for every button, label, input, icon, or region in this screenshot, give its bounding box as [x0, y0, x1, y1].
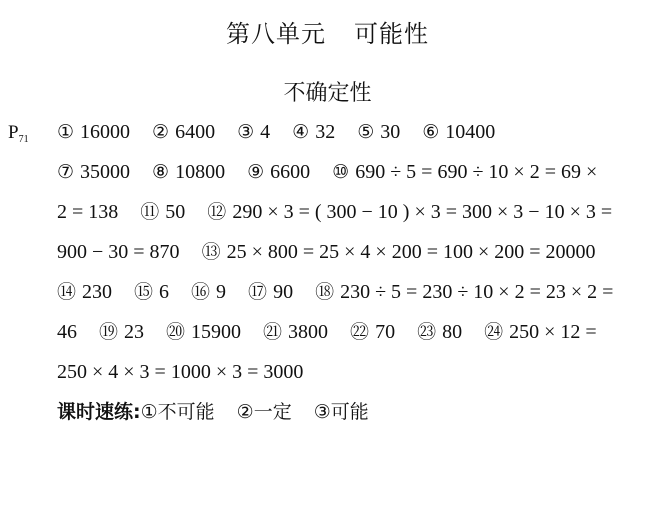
answer-value: 900 − 30 = 870 [57, 241, 180, 263]
answer-item [57, 281, 112, 303]
answer-value: 6 [159, 281, 170, 303]
answer-number: ② [152, 121, 170, 143]
answer-item [57, 321, 77, 343]
answer-row [57, 358, 649, 398]
answer-number: ⑪ [140, 201, 160, 223]
answer-item [247, 161, 310, 183]
answer-value: 250 × 12 = [509, 321, 597, 343]
answer-item [417, 321, 462, 343]
answer-value: 50 [165, 201, 186, 223]
quick-practice-answer: 可能 [330, 401, 369, 423]
answer-row [57, 158, 649, 198]
answer-item [332, 161, 597, 183]
answer-number: ⑯ [191, 281, 211, 303]
answer-item [134, 281, 169, 303]
answer-value: 290 × 3 = ( 300 − 10 ) × 3 = 300 × 3 − 10 × 3 = [232, 201, 613, 223]
answer-number: ⑧ [152, 161, 170, 183]
answer-number: ⑳ [166, 321, 186, 343]
answer-item [292, 121, 335, 143]
answer-value: 35000 [80, 161, 131, 183]
answer-value: 23 [124, 321, 145, 343]
answer-value: 25 × 800 = 25 × 4 × 200 = 100 × 200 = 20000 [226, 241, 596, 263]
answer-item [422, 121, 495, 143]
answer-number: ⑮ [134, 281, 154, 303]
answer-item [263, 321, 328, 343]
answer-value: 3800 [288, 321, 329, 343]
answer-value: 6400 [175, 121, 216, 143]
unit-label: 第八单元 [226, 20, 326, 48]
answer-item [99, 321, 144, 343]
unit-topic: 可能性 [354, 20, 429, 48]
answer-number: ㉔ [484, 321, 504, 343]
quick-practice-label: 课时速练: [57, 401, 141, 423]
answer-item [57, 121, 130, 143]
answer-item [57, 201, 118, 223]
answer-item [350, 321, 395, 343]
answer-item [202, 241, 596, 263]
answer-item [57, 361, 303, 383]
page-reference [8, 122, 29, 145]
quick-practice-number: ② [236, 401, 254, 423]
answer-value: 10800 [175, 161, 226, 183]
answer-value: 80 [442, 321, 463, 343]
answer-item [237, 121, 270, 143]
unit-title [0, 14, 655, 49]
quick-practice-answer: 一定 [253, 401, 292, 423]
answer-list [57, 118, 649, 438]
section-title: 不确定性 [283, 81, 372, 106]
answer-number: ㉑ [263, 321, 283, 343]
answer-value: 32 [315, 121, 336, 143]
answer-number: ⑤ [357, 121, 375, 143]
answer-number: ㉓ [417, 321, 437, 343]
answer-item [357, 121, 400, 143]
answer-row [57, 198, 649, 238]
answer-row [57, 278, 649, 318]
answer-item [191, 281, 226, 303]
answer-item [57, 241, 180, 263]
answer-value: 690 ÷ 5 = 690 ÷ 10 × 2 = 69 × [355, 161, 598, 183]
answer-number: ⑬ [201, 241, 221, 263]
quick-practice-items [141, 401, 391, 423]
answer-number: ⑭ [57, 281, 77, 303]
answer-number: ⑩ [332, 161, 350, 183]
answer-value: 10400 [445, 121, 496, 143]
answer-value: 2 = 138 [57, 201, 119, 223]
answer-number: ㉒ [350, 321, 370, 343]
answer-value: 230 ÷ 5 = 230 ÷ 10 × 2 = 23 × 2 = [340, 281, 614, 303]
answer-value: 16000 [80, 121, 131, 143]
answer-number: ⑰ [248, 281, 268, 303]
answer-item [207, 201, 612, 223]
quick-practice-item [237, 401, 292, 423]
answer-row [57, 118, 649, 158]
page-letter: P [8, 122, 19, 143]
answer-item [484, 321, 597, 343]
answer-item [57, 161, 130, 183]
quick-practice-answer: 不可能 [157, 401, 215, 423]
quick-practice-number: ③ [313, 401, 331, 423]
answer-value: 46 [57, 321, 77, 343]
answer-value: 230 [82, 281, 113, 303]
page-number: 71 [18, 134, 29, 145]
answer-value: 90 [273, 281, 294, 303]
quick-practice-row [57, 398, 649, 438]
answer-row [57, 318, 649, 358]
answer-value: 70 [375, 321, 396, 343]
answer-value: 9 [216, 281, 227, 303]
answer-number: ⑲ [99, 321, 119, 343]
answer-number: ⑥ [422, 121, 440, 143]
answer-number: ⑦ [57, 161, 75, 183]
answer-number: ① [57, 121, 75, 143]
answer-number: ⑨ [247, 161, 265, 183]
answer-value: 15900 [191, 321, 242, 343]
answer-value: 6600 [270, 161, 311, 183]
answer-number: ③ [237, 121, 255, 143]
quick-practice-item [314, 401, 369, 423]
answer-item [152, 161, 225, 183]
answer-item [152, 121, 215, 143]
answer-value: 30 [380, 121, 401, 143]
answer-item [248, 281, 293, 303]
quick-practice-number: ① [140, 401, 158, 423]
answer-number: ⑫ [207, 201, 227, 223]
answer-item [315, 281, 613, 303]
answer-value: 4 [260, 121, 271, 143]
answer-value: 250 × 4 × 3 = 1000 × 3 = 3000 [57, 361, 304, 383]
answer-item [140, 201, 185, 223]
answer-item [166, 321, 241, 343]
answer-number: ⑱ [315, 281, 335, 303]
quick-practice-item [141, 401, 215, 423]
answer-row [57, 238, 649, 278]
answer-number: ④ [292, 121, 310, 143]
